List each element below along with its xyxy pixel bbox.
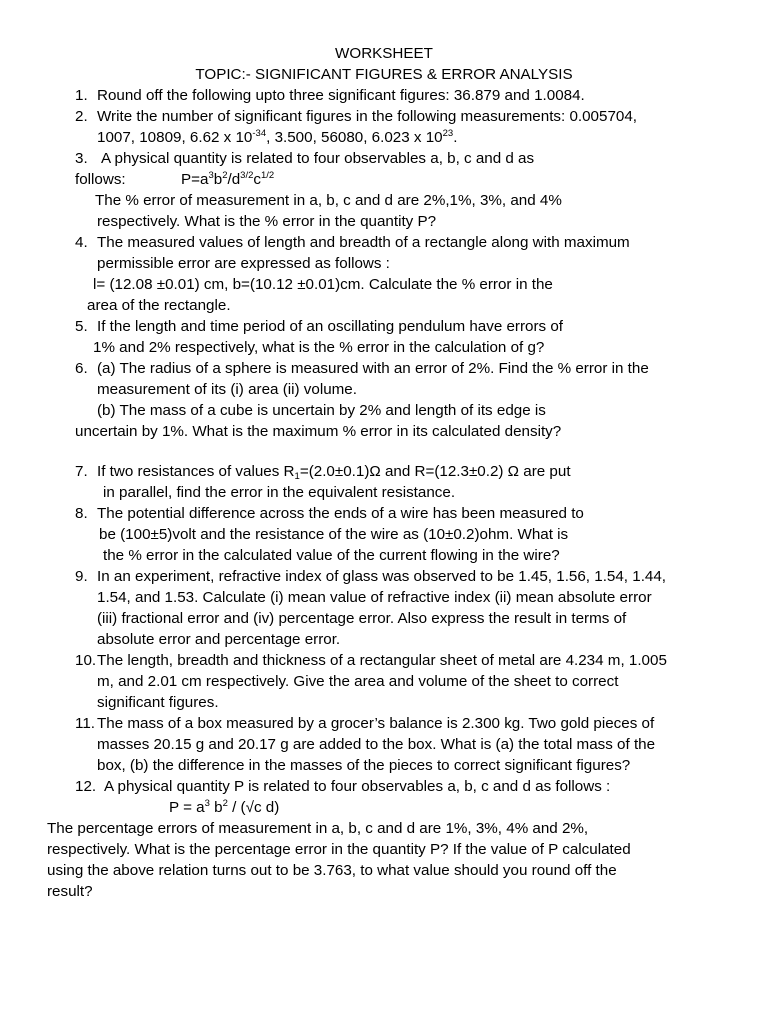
question-text: (a) The radius of a sphere is measured with an error of 2%. Find the % error in the: [97, 360, 649, 377]
question-text: In an experiment, refractive index of glass was observed to be 1.45, 1.56, 1.54, 1.44,: [97, 568, 667, 585]
question-number: 11.: [75, 715, 95, 732]
question-number: 10.: [75, 652, 97, 669]
question-text: A physical quantity P is related to four observables a, b, c and d as follows :: [104, 778, 611, 795]
question-text: If two resistances of values $R_1=(2.0\pm 0.1)\Omega$ and R=(12.3±0.2) Ω are put: [97, 463, 571, 482]
formula: $P = a^3$ $b^2 / (√c$ d): [169, 798, 280, 816]
question-text: 1.54, and 1.53. Calculate (i) mean value of refractive index (ii) mean absolute error: [97, 589, 652, 606]
question-text: 1007, 10809, 6.62 x $10^{-34}$, 3.500, 56080, 6.023 x $10^{23}$.: [97, 128, 458, 146]
question-text: result?: [47, 883, 93, 900]
question-text: area of the rectangle.: [87, 297, 231, 314]
question-number: 6.: [75, 360, 88, 377]
question-number: 5.: [75, 318, 88, 335]
question-text: The mass of a box measured by a grocer’s balance is 2.300 kg. Two gold pieces of: [97, 715, 655, 732]
question-number: 1.: [75, 87, 88, 104]
question-text: respectively. What is the % error in the quantity P?: [97, 213, 437, 230]
question-text: The percentage errors of measurement in a, b, c and d are 1%, 3%, 4% and 2%,: [47, 820, 589, 837]
question-number: 4.: [75, 234, 88, 251]
question-number: 9.: [75, 568, 88, 585]
question-text: masses 20.15 g and 20.17 g are added to the box. What is (a) the total mass of the: [97, 736, 656, 753]
question-number: 7.: [75, 463, 88, 480]
question-text: using the above relation turns out to be 3.763, to what value should you round off the: [47, 862, 617, 879]
question-text: box, (b) the difference in the masses of the pieces to correct significant figures?: [97, 757, 631, 774]
formula: $P=a^3b^2/d^{3/2}c^{1/2}$: [181, 170, 275, 188]
question-text: If the length and time period of an oscillating pendulum have errors of: [97, 318, 564, 335]
question-text: permissible error are expressed as follows :: [97, 255, 390, 272]
question-text: Round off the following upto three significant figures: 36.879 and 1.0084.: [97, 87, 585, 104]
question-text: l= (12.08 ±0.01) cm, b=(10.12 ±0.01)cm. Calculate the % error in the: [93, 276, 553, 293]
question-text: the % error in the calculated value of the current flowing in the wire?: [103, 547, 560, 564]
question-text: (b) The mass of a cube is uncertain by 2% and length of its edge is: [97, 402, 546, 419]
question-text: 1% and 2% respectively, what is the % error in the calculation of g?: [93, 339, 545, 356]
question-number: 12.: [75, 778, 97, 795]
question-text: The % error of measurement in a, b, c and d are 2%,1%, 3%, and 4%: [95, 192, 562, 209]
question-text: m, and 2.01 cm respectively. Give the area and volume of the sheet to correct: [97, 673, 619, 690]
question-text: respectively. What is the percentage error in the quantity P? If the value of P calculated: [47, 841, 631, 858]
question-text: The measured values of length and breadth of a rectangle along with maximum: [97, 234, 630, 251]
question-text: The length, breadth and thickness of a rectangular sheet of metal are 4.234 m, 1.005: [97, 652, 667, 669]
question-text: absolute error and percentage error.: [97, 631, 341, 648]
question-text: Write the number of significant figures in the following measurements: 0.005704,: [97, 108, 638, 125]
question-text: (iii) fractional error and (iv) percentage error. Also express the result in terms of: [97, 610, 627, 627]
question-text: follows:: [75, 171, 126, 188]
question-number: 2.: [75, 108, 88, 125]
question-text: measurement of its (i) area (ii) volume.: [97, 381, 357, 398]
question-text: A physical quantity is related to four observables a, b, c and d as: [101, 150, 535, 167]
question-text: uncertain by 1%. What is the maximum % error in its calculated density?: [75, 423, 562, 440]
question-text: in parallel, find the error in the equivalent resistance.: [103, 484, 456, 501]
question-text: The potential difference across the ends of a wire has been measured to: [97, 505, 584, 522]
question-number: 3.: [75, 150, 88, 167]
worksheet-topic: TOPIC:- SIGNIFICANT FIGURES & ERROR ANALYSIS: [195, 66, 573, 83]
worksheet-title: WORKSHEET: [335, 45, 433, 62]
question-text: significant figures.: [97, 694, 219, 711]
question-number: 8.: [75, 505, 88, 522]
question-text: be (100±5)volt and the resistance of the wire as (10±0.2)ohm. What is: [99, 526, 569, 543]
